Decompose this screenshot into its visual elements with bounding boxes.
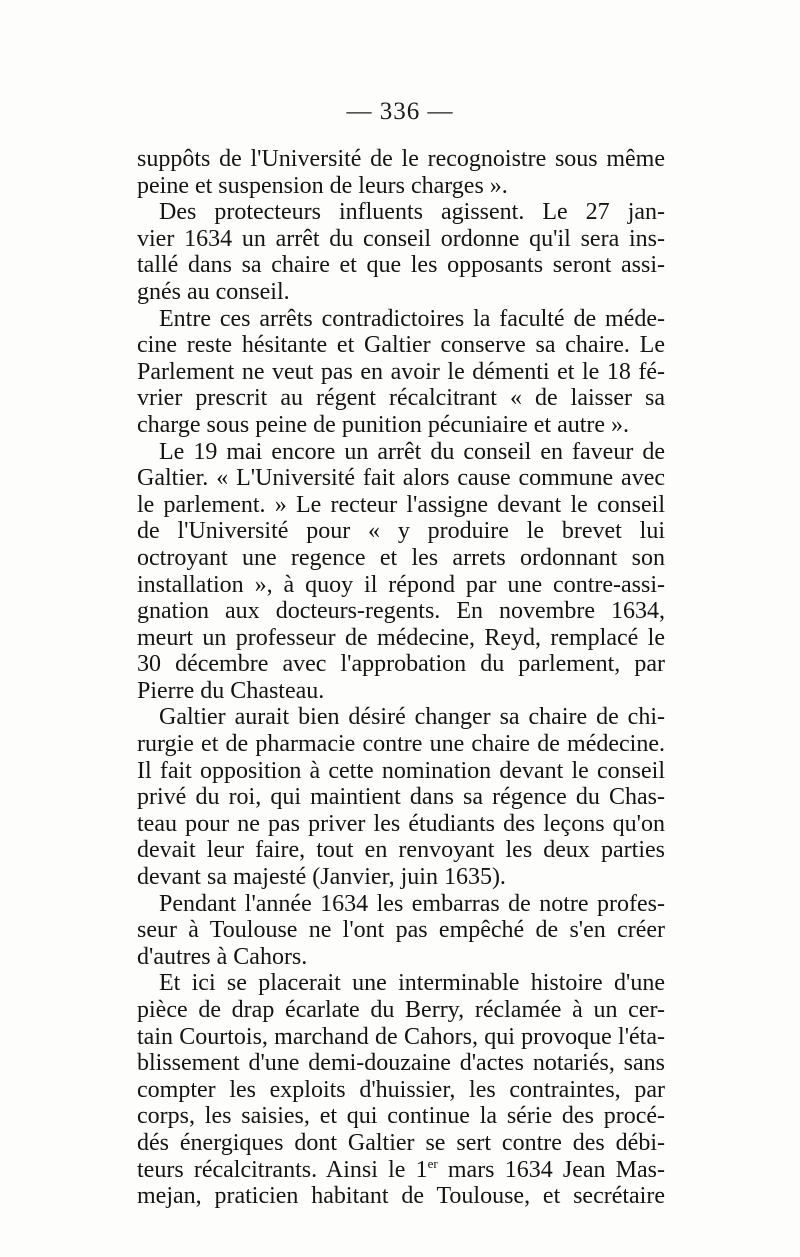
text-line: installation », à quoy il répond par une contre-assi- <box>137 571 665 598</box>
text-line: Entre ces arrêts contradictoires la faculté de méde- <box>159 305 665 332</box>
text-line: tain Courtois, marchand de Cahors, qui provoque l'éta- <box>137 1023 665 1050</box>
page-number: — 336 — <box>346 98 454 125</box>
text-line: compter les exploits d'huissier, les contraintes, par <box>137 1076 665 1103</box>
text-line: teurs récalcitrants. Ainsi le 1er mars 1634 Jean Mas- <box>137 1156 665 1183</box>
text-line: peine et suspension de leurs charges ». <box>137 172 508 199</box>
text-line: Pierre du Chasteau. <box>137 677 325 704</box>
text-line: devant sa majesté (Janvier, juin 1635). <box>137 864 506 891</box>
text-line: Galtier. « L'Université fait alors cause commune avec <box>137 465 665 492</box>
text-line: Parlement ne veut pas en avoir le démenti et le 18 fé- <box>137 358 665 385</box>
text-line: cine reste hésitante et Galtier conserve sa chaire. Le <box>137 332 665 359</box>
text-line: vier 1634 un arrêt du conseil ordonne qu'il sera ins- <box>137 225 665 252</box>
text-line: Et ici se placerait une interminable histoire d'une <box>159 970 665 997</box>
text-line: corps, les saisies, et qui continue la série des procé- <box>137 1103 665 1130</box>
text-line: teau pour ne pas priver les étudiants des leçons qu'on <box>137 810 665 837</box>
text-line: Pendant l'année 1634 les embarras de notre profes- <box>159 890 665 917</box>
text-line: vrier prescrit au régent récalcitrant « de laisser sa <box>137 385 665 412</box>
text-line: devait leur faire, tout en renvoyant les deux parties <box>137 837 665 864</box>
text-line: meurt un professeur de médecine, Reyd, remplacé le <box>137 624 665 651</box>
text-line: tallé dans sa chaire et que les opposants seront assi- <box>137 252 665 279</box>
text-line: 30 décembre avec l'approbation du parlement, par <box>137 651 665 678</box>
text-line: Il fait opposition à cette nomination devant le conseil <box>137 757 665 784</box>
text-line: Des protecteurs influents agissent. Le 27 jan- <box>159 199 665 226</box>
text-line: charge sous peine de punition pécuniaire et autre ». <box>137 411 630 438</box>
text-line: Le 19 mai encore un arrêt du conseil en faveur de <box>159 438 665 465</box>
text-line: mejan, praticien habitant de Toulouse, et secrétaire <box>137 1183 665 1210</box>
text-line: le parlement. » Le recteur l'assigne devant le conseil <box>137 491 665 518</box>
text-line: pièce de drap écarlate du Berry, réclamée à un cer- <box>137 997 665 1023</box>
text-line: blissement d'une demi-douzaine d'actes notariés, sans <box>137 1050 665 1077</box>
text-line: suppôts de l'Université de le recognoistre sous même <box>137 146 665 172</box>
text-line: gnés au conseil. <box>137 278 290 305</box>
text-line: gnation aux docteurs-regents. En novembre 1634, <box>137 598 665 625</box>
text-line: dés énergiques dont Galtier se sert contre des débi- <box>137 1129 665 1156</box>
text-line: rurgie et de pharmacie contre une chaire de médecine. <box>137 731 665 758</box>
text-line: Galtier aurait bien désiré changer sa chaire de chi- <box>159 704 665 731</box>
body-text <box>137 146 665 1210</box>
text-line: d'autres à Cahors. <box>137 943 308 970</box>
text-line: de l'Université pour « y produire le brevet lui <box>137 518 665 545</box>
ordinal-superscript: er <box>427 1156 438 1171</box>
text-line: seur à Toulouse ne l'ont pas empêché de s'en créer <box>137 917 665 944</box>
text-line: octroyant une regence et les arrets ordonnant son <box>137 544 665 571</box>
text-line: privé du roi, qui maintient dans sa régence du Chas- <box>137 784 665 811</box>
